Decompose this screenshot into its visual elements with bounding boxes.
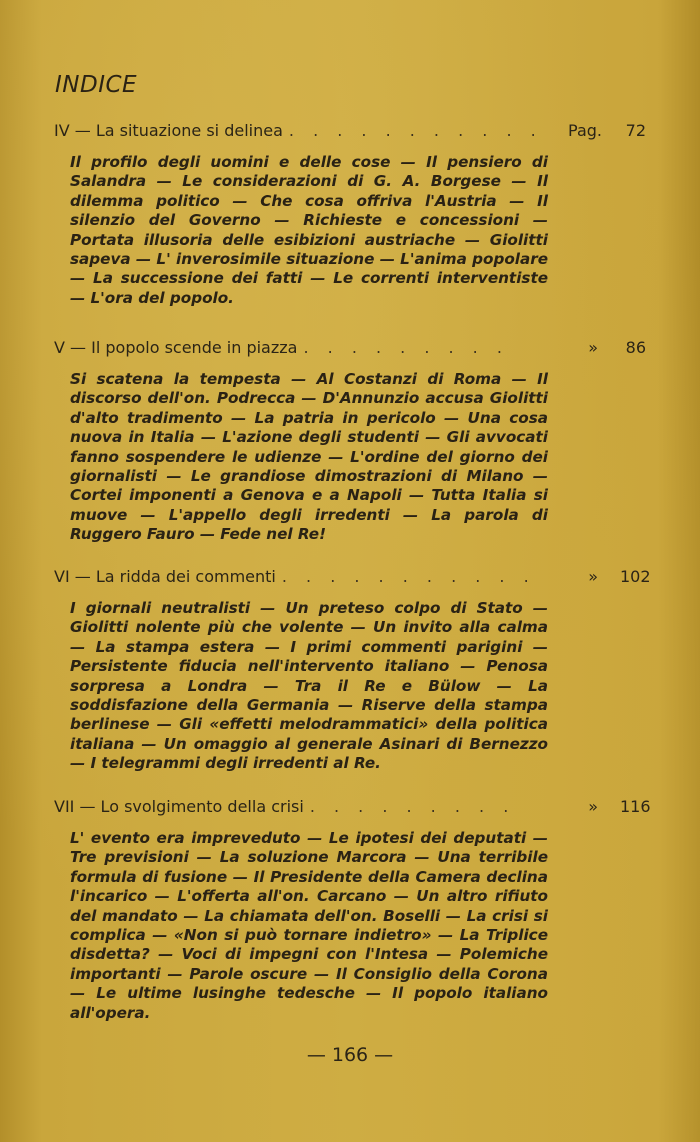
page-label: » — [588, 338, 598, 357]
chapter-entry-vi — [54, 567, 651, 774]
index-heading: INDICE — [55, 72, 138, 98]
chapter-title: VII — Lo svolgimento della crisi — [54, 797, 304, 816]
chapter-title-line — [54, 567, 651, 591]
chapter-summary: Si scatena la tempesta — Al Costanzi di Roma — Il discorso dell'on. Podrecca — D'Annunzio accusa Giolitti d'alto tradimento — La patria in pericolo — Una cosa nuova in Italia — L'azione degli studenti — Gli avvocati fanno sospendere le udienze — L'ordine del giorno dei giornalisti — Le grandiose dimostrazioni di Milano — Cortei imponenti a Genova e a Napoli — Tutta Italia si muove — L'appello degli irredenti — La parola di Ruggero Fauro — Fede nel Re! — [70, 370, 548, 544]
chapter-summary: L' evento era impreveduto — Le ipotesi dei deputati — Tre previsioni — La soluzione Marcora — Una terribile formula di fusione — Il Presidente della Camera declina l'incarico — L'offerta all'on. Carcano — Un altro rifiuto del mandato — La chiamata dell'on. Boselli — La crisi si complica — «Non si può tornare indietro» — La Triplice disdetta? — Voci di impegni con l'Intesa — Polemiche importanti — Parole oscure — Il Consiglio della Corona — Le ultime lusinghe tedesche — Il popolo italiano all'opera. — [70, 829, 548, 1022]
chapter-title-line — [54, 121, 646, 145]
chapter-title: V — Il popolo scende in piazza — [54, 338, 298, 357]
leader-dots: . . . . . . . . . . . — [288, 121, 543, 140]
chapter-entry-iv — [54, 121, 646, 308]
page-label: » — [588, 797, 598, 816]
leader-dots: . . . . . . . . . — [309, 797, 516, 816]
chapter-title-line — [54, 797, 651, 821]
chapter-title: VI — La ridda dei commenti — [54, 567, 276, 586]
page-label: Pag. — [568, 121, 602, 140]
chapter-title: IV — La situazione si delinea — [54, 121, 283, 140]
chapter-summary: I giornali neutralisti — Un preteso colpo di Stato — Giolitti nolente più che volente — Un invito alla calma — La stampa estera — I primi commenti parigini — Persistente fiducia nell'intervento italiano — Penosa sorpresa a Londra — Tra il Re e Bülow — La soddisfazione della Germania — Riserve della stampa berlinese — Gli «effetti melodrammatici» della politica italiana — Un omaggio al generale Asinari di Bernezzo — I telegrammi degli irredenti al Re. — [70, 599, 548, 773]
leader-dots: . . . . . . . . . — [303, 338, 509, 357]
leader-dots: . . . . . . . . . . . — [281, 567, 536, 586]
page-label: » — [588, 567, 598, 586]
page-number: 86 — [625, 338, 646, 357]
chapter-title-line — [54, 338, 646, 362]
page-folio: — 166 — — [306, 1044, 394, 1066]
page-number: 102 — [620, 567, 651, 586]
page-number: 116 — [620, 797, 651, 816]
page-number: 72 — [625, 121, 646, 140]
chapter-summary: Il profilo degli uomini e delle cose — Il pensiero di Salandra — Le considerazioni di G. A. Borgese — Il dilemma politico — Che cosa offriva l'Austria — Il silenzio del Governo — Richieste e concessioni — Portata illusoria delle esibizioni austriache — Giolitti sapeva — L' inverosimile situazione — L'anima popolare — La successione dei fatti — Le correnti interventiste — L'ora del popolo. — [70, 153, 548, 307]
chapter-entry-vii — [54, 797, 651, 1023]
chapter-entry-v — [54, 338, 646, 545]
